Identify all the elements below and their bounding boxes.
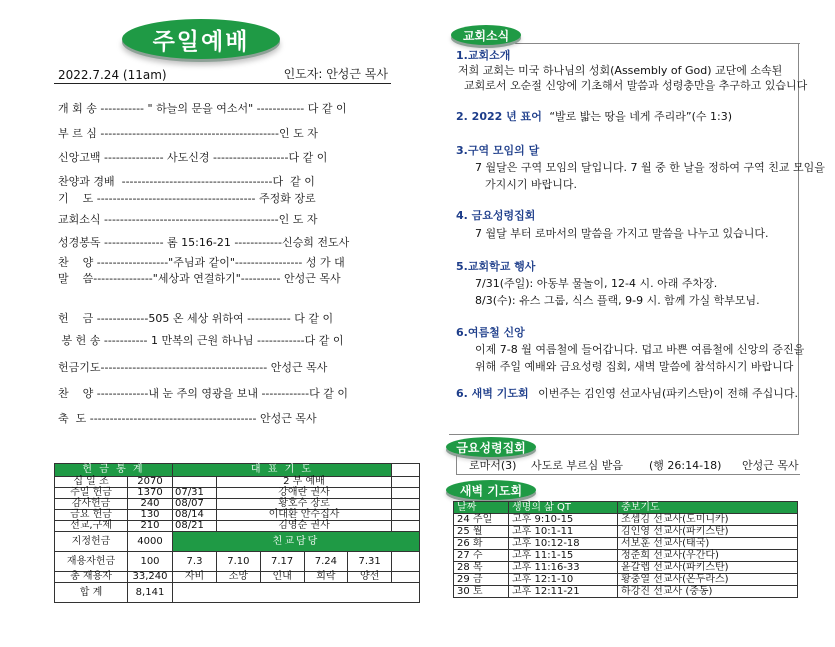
friday-row [456,455,800,475]
offering-header: 헌 금 통 계 [55,464,173,477]
order-item: 헌금기도------------------------------------------ 안성근 목사 [58,361,328,374]
friday-verse: (행 26:14-18) [649,458,722,472]
friday-book: 로마서(3) [469,458,517,472]
order-item: 찬양과 경배 --------------------------------------다 같 이 [58,175,315,188]
order-item: 기 도 ---------------------------------------- 주정화 장로 [58,192,316,205]
news-item: 3.구역 모임의 달 7 월달은 구역 모임의 달입니다. 7 월 중 한 날을 정하여 구역 친교 모임을 가지시기 바랍니다. [456,144,825,191]
order-item: 찬 양 -------------내 눈 주의 영광을 보내 ------------다 같 이 [58,387,348,400]
order-item: 봉 헌 송 ----------- 1 만복의 근원 하나님 ------------다 같 이 [58,334,344,347]
order-item: 말 씀---------------"세상과 연결하기"---------- 안성근 목사 [58,272,341,285]
news-badge: 교회소식 [451,25,521,45]
friday-preacher: 안성근 목사 [742,458,799,472]
order-item: 축 도 ------------------------------------------ 안성근 목사 [58,412,317,425]
news-frame-top-border [515,43,800,44]
table-row: 선교,구제 210 08/21 김영순 권사 [55,521,420,532]
table-row: 28 목 고후 11:16-33 윤갈렙 선교사(파키스탄) [454,562,798,574]
table-row: 26 화 고후 10:12-18 서보훈 선교사(태국) [454,538,798,550]
table-row: 십 일 조 2070 2 부 예배 [55,477,420,488]
order-item: 찬 양 ------------------"주님과 같이"----------------- 성 가 대 [58,256,345,269]
table-row: 주일 헌금 1370 07/31 강애란 권사 [55,488,420,499]
dawn-prayer-table [453,501,798,598]
friday-topic: 사도로 부르심 받음 [531,458,624,472]
service-leader: 인도자: 안성근 목사 [283,67,388,81]
order-item: 성경봉독 --------------- 롬 15:16-21 ------------신승희 전도사 [58,236,350,249]
table-row: 재용자헌금 100 7.3 7.10 7.17 7.24 7.31 [55,552,420,572]
news-item: 6.여름철 신앙 이제 7-8 월 여름철에 들어갑니다. 덥고 바쁜 여름철에 신앙의 증진을 위해 주일 예배와 금요성령 집회, 새벽 말씀에 참석하시기 바랍니다 [456,326,805,373]
page-title: 주일예배 [152,28,250,55]
order-item: 교회소식 --------------------------------------------인 도 자 [58,213,318,226]
order-item: 개 회 송 ----------- " 하늘의 문을 여소서" ------------ 다 같 이 [58,102,347,115]
offering-table [54,463,420,603]
service-header [58,62,388,82]
table-row: 금요 헌금 130 08/14 이대환 안수집사 [55,510,420,521]
dawn-badge: 새벽 기도회 [446,480,536,500]
table-row: 27 수 고후 11:1-15 정준희 선교사(우간다) [454,550,798,562]
news-item: 1.교회소개 저희 교회는 미국 하나님의 성회(Assembly of God) 교단에 소속된 교회로서 오순절 신앙에 기초해서 말씀과 성령충만을 추구하고 있습니다 [456,49,808,92]
order-item: 헌 금 -------------505 온 세상 위하여 ----------- 다 같 이 [58,312,334,325]
table-header-row: 날짜 생명의 삶 QT 중보기도 [454,502,798,514]
order-item: 신앙고백 --------------- 사도신경 -------------------다 같 이 [58,151,328,164]
table-row: 29 금 고후 12:1-10 황충열 선교사(온두라스) [454,574,798,586]
lunch-header: 친교담당 [173,532,420,552]
order-item: 부 르 심 ---------------------------------------------인 도 자 [58,127,318,140]
prayer-header: 대 표 기 도 [173,464,392,477]
table-row: 총 재용자 33,240 자비 소망 인내 희락 양선 [55,572,420,583]
table-row: 24 주일 고후 9:10-15 조셉김 선교사(도미니카) [454,514,798,526]
table-row: 합 계 8,141 [55,583,420,603]
bulletin-title-badge [122,19,280,59]
header-divider [54,83,391,84]
news-item: 2. 2022 년 표어 “발로 밟는 땅을 네게 주리라”(수 1:3) [456,110,733,123]
table-row: 30 토 고후 12:11-21 하강진 선교사 (중동) [454,586,798,598]
news-item: 4. 금요성령집회 7 월달 부터 로마서의 말씀을 가지고 말씀을 나누고 있습니다. [456,209,769,240]
table-row: 25 월 고후 10:1-11 김인영 선교사(파키스탄) [454,526,798,538]
news-item: 5.교회학교 행사 7/31(주일): 아동부 물놀이, 12-4 시. 아래 주차장. 8/3(수): 유스 그룹, 식스 플랙, 9-9 시. 함께 가실 학부모님. [456,260,760,307]
service-date: 2022.7.24 (11am) [58,68,167,82]
table-row: 감사헌금 240 08/07 황호수 장로 [55,499,420,510]
table-row: 지정헌금 4000 친교담당 [55,532,420,552]
friday-badge: 금요성령집회 [446,437,536,457]
news-item: 6. 새벽 기도회 이번주는 김인영 선교사님(파키스탄)이 전해 주십니다. [456,387,798,400]
